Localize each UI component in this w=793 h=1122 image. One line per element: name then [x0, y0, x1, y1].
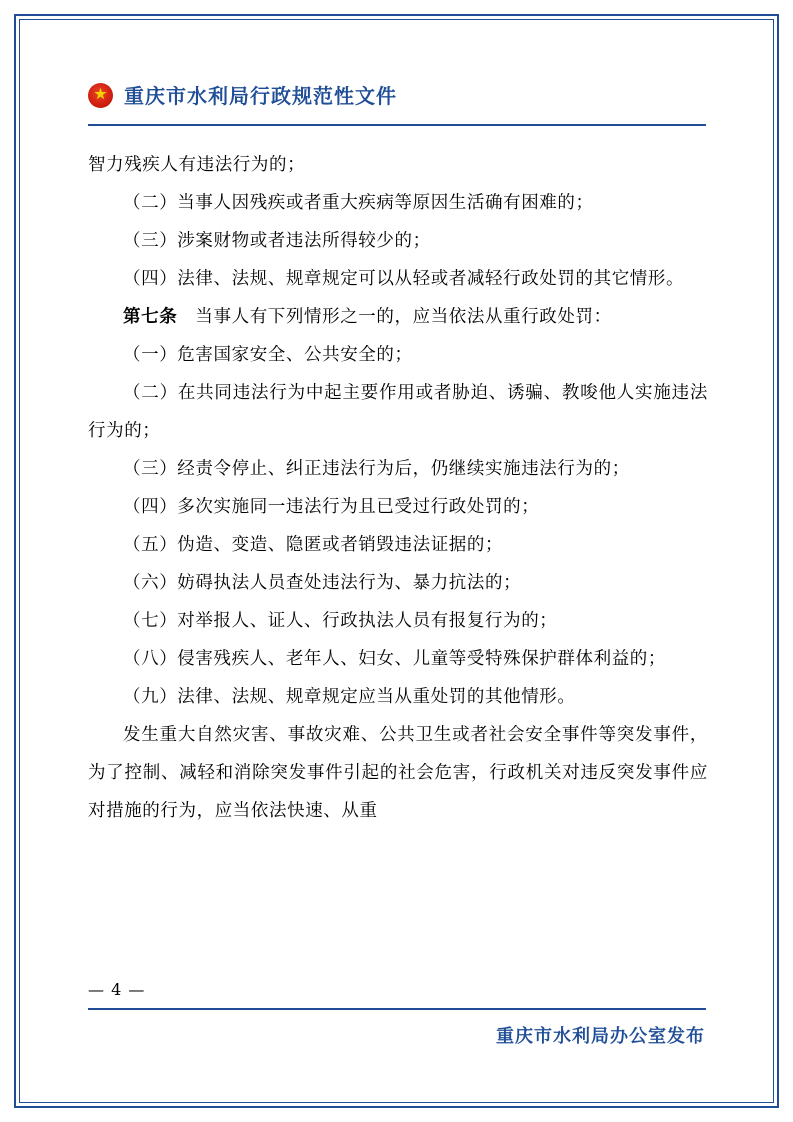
- page-number: — 4 —: [88, 980, 146, 999]
- paragraph: （三）经责令停止、纠正违法行为后，仍继续实施违法行为的；: [123, 459, 630, 479]
- header-divider: [88, 124, 706, 126]
- paragraph: （二）在共同违法行为中起主要作用或者胁迫、诱骗、教唆他人实施违法行为的；: [88, 383, 708, 441]
- header-title: 重庆市水利局行政规范性文件: [124, 86, 397, 108]
- paragraph: 发生重大自然灾害、事故灾难、公共卫生或者社会安全事件等突发事件，为了控制、减轻和消除突发事件引起的社会危害，行政机关对违反突发事件应对措施的行为，应当依法快速、从重: [88, 725, 708, 821]
- article-text: 当事人有下列情形之一的，应当依法从重行政处罚：: [177, 307, 612, 327]
- paragraph: （四）法律、法规、规章规定可以从轻或者减轻行政处罚的其它情形。: [123, 269, 685, 289]
- document-body: [88, 146, 708, 830]
- paragraph: 智力残疾人有违法行为的；: [88, 155, 306, 175]
- paragraph: （九）法律、法规、规章规定应当从重处罚的其他情形。: [123, 687, 576, 707]
- article-heading-paragraph: [88, 298, 708, 336]
- paragraph: （三）涉案财物或者违法所得较少的；: [123, 231, 431, 251]
- national-emblem-icon: [88, 82, 114, 108]
- article-number: 第七条: [123, 307, 178, 327]
- footer-organization: 重庆市水利局办公室发布: [496, 1026, 705, 1046]
- paragraph: （五）伪造、变造、隐匿或者销毁违法证据的；: [123, 535, 504, 555]
- paragraph: （二）当事人因残疾或者重大疾病等原因生活确有困难的；: [123, 193, 594, 213]
- paragraph: （七）对举报人、证人、行政执法人员有报复行为的；: [123, 611, 558, 631]
- paragraph: （四）多次实施同一违法行为且已受过行政处罚的；: [123, 497, 540, 517]
- footer-divider: [88, 1008, 706, 1010]
- paragraph: （八）侵害残疾人、老年人、妇女、儿童等受特殊保护群体利益的；: [123, 649, 666, 669]
- paragraph: （六）妨碍执法人员查处违法行为、暴力抗法的；: [123, 573, 522, 593]
- paragraph: （一）危害国家安全、公共安全的；: [123, 345, 413, 365]
- document-header: [88, 80, 708, 109]
